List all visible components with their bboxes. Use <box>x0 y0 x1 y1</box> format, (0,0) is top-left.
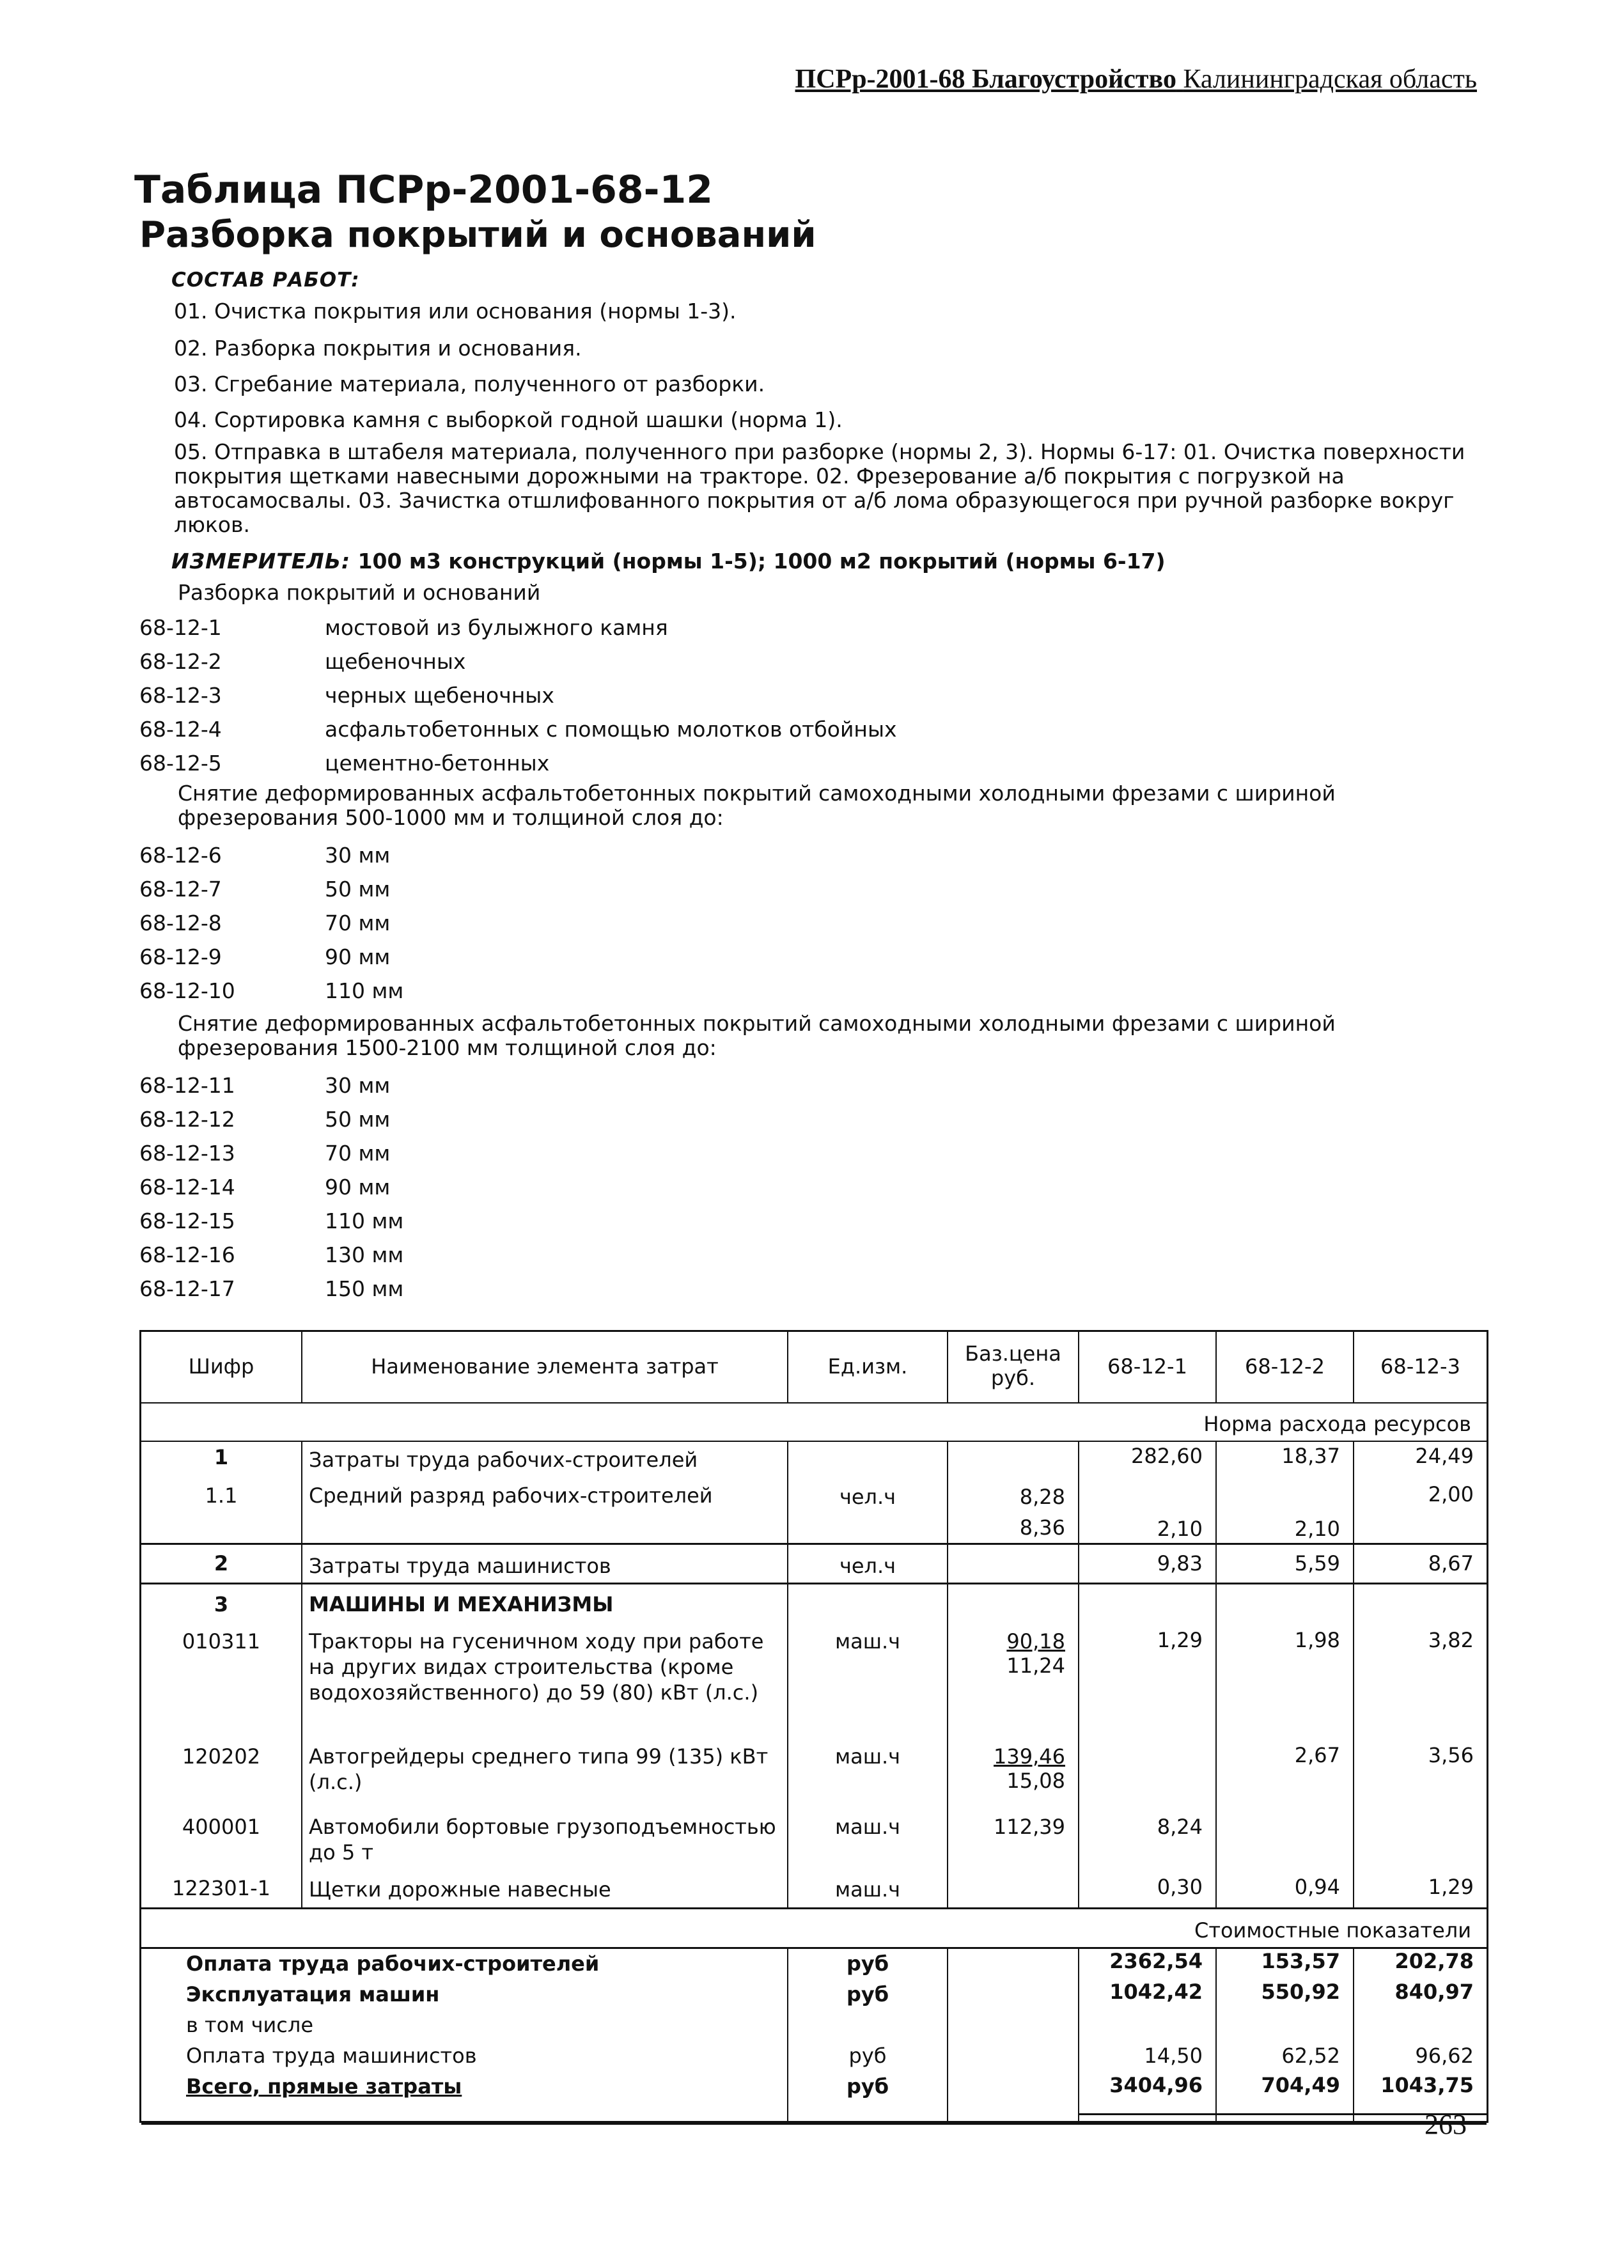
row-value: 1,29 <box>1157 1628 1203 1652</box>
work-item: 04. Сортировка камня с выборкой годной шашки (норма 1). <box>174 407 843 432</box>
row-name: Затраты труда рабочих-строителей <box>309 1448 698 1472</box>
work-item: 05. Отправка в штабеля материала, полученного при разборке (нормы 2, 3). Нормы 6-17: 01. Очистка поверхности покрытия щетками навесными дорожными на тракторе. 02. Фрезерование а/б покрытия с погрузкой на автосамосвалы. 03. Зачистка отшлифованного покрытия от а/б лома образующегося при ручной разборке вокруг люков. <box>174 439 1465 537</box>
row-unit: чел.ч <box>839 1554 896 1578</box>
header-code: ПСРр-2001-68 Благоустройство <box>795 65 1176 94</box>
cost-value: 202,78 <box>1394 1949 1474 1973</box>
norm-code: 68-12-4 <box>139 717 222 742</box>
col-header-norm1: 68-12-1 <box>1107 1354 1187 1379</box>
row-unit: маш.ч <box>834 1877 901 1902</box>
col-header-unit: Ед.изм. <box>827 1354 908 1379</box>
norm-desc: 30 мм <box>325 843 391 868</box>
row-unit: маш.ч <box>834 1744 901 1769</box>
norm-code: 68-12-7 <box>139 877 222 902</box>
row-unit: маш.ч <box>834 1629 901 1654</box>
work-item: 02. Разборка покрытия и основания. <box>174 336 582 361</box>
row-name: до 5 т <box>309 1840 374 1865</box>
cost-value: 96,62 <box>1415 2044 1474 2068</box>
row-price: 8,28 <box>1019 1485 1065 1509</box>
norm-code: 68-12-6 <box>139 843 222 868</box>
norm-code: 68-12-17 <box>139 1276 235 1301</box>
cost-value: 1043,75 <box>1380 2073 1474 2097</box>
norm-code: 68-12-5 <box>139 751 222 776</box>
row-name: Автомобили бортовые грузоподъемностью <box>309 1815 776 1839</box>
norm-desc: 110 мм <box>325 1208 404 1233</box>
row-value: 5,59 <box>1294 1551 1340 1576</box>
cost-value: 1042,42 <box>1109 1980 1203 2004</box>
measure <box>171 549 1166 574</box>
row-price-alt: 8,36 <box>1019 1515 1065 1540</box>
row-value: 1,29 <box>1428 1875 1474 1899</box>
norm-code: 68-12-16 <box>139 1242 235 1267</box>
row-value: 2,10 <box>1157 1517 1203 1541</box>
col-header-norm3: 68-12-3 <box>1380 1354 1460 1379</box>
norm-code: 68-12-3 <box>139 683 222 708</box>
cost-label: в том числе <box>186 2013 313 2037</box>
row-name: Тракторы на гусеничном ходу при работе <box>309 1629 764 1654</box>
row-code: 2 <box>214 1551 229 1576</box>
cost-value: 14,50 <box>1144 2044 1203 2068</box>
norm-desc: 30 мм <box>325 1073 391 1098</box>
norm-code: 68-12-13 <box>139 1141 235 1166</box>
norm-desc: мостовой из булыжного камня <box>325 615 668 640</box>
norm-desc: щебеночных <box>325 649 466 674</box>
composition-label: СОСТАВ РАБОТ: <box>171 269 360 292</box>
norm-desc: 90 мм <box>325 1175 391 1200</box>
row-name: (л.с.) <box>309 1770 363 1794</box>
norm-desc: 50 мм <box>325 1107 391 1132</box>
row-value: 9,83 <box>1157 1551 1203 1576</box>
row-code: 1.1 <box>205 1483 238 1508</box>
group-heading: Снятие деформированных асфальтобетонных покрытий самоходными холодными фрезами с шириной фрезерования 1500-2100 мм толщиной слоя до: <box>178 1011 1336 1060</box>
row-value: 8,24 <box>1157 1815 1203 1839</box>
cost-label: Всего, прямые затраты <box>186 2074 462 2099</box>
row-value: 0,94 <box>1294 1875 1340 1899</box>
section-costs: Стоимостные показатели <box>1194 1918 1471 1943</box>
cost-value: 550,92 <box>1261 1980 1340 2004</box>
measure-label: ИЗМЕРИТЕЛЬ: <box>171 549 351 574</box>
col-header-price: Баз.цена <box>965 1341 1061 1366</box>
row-value: 3,56 <box>1428 1743 1474 1767</box>
norm-desc: 70 мм <box>325 911 391 935</box>
cost-label: Эксплуатация машин <box>186 1982 440 2006</box>
row-price-alt: 15,08 <box>1006 1769 1065 1793</box>
row-value: 0,30 <box>1157 1875 1203 1899</box>
norm-code: 68-12-10 <box>139 978 235 1003</box>
norm-code: 68-12-1 <box>139 615 222 640</box>
cost-unit: руб <box>848 2044 887 2068</box>
row-code: 122301-1 <box>171 1876 271 1900</box>
col-header-price-unit: руб. <box>990 1366 1036 1390</box>
col-header-name: Наименование элемента затрат <box>371 1354 719 1379</box>
norm-code: 68-12-11 <box>139 1073 235 1098</box>
work-item: 03. Сгребание материала, полученного от разборки. <box>174 371 765 396</box>
row-value: 2,10 <box>1294 1517 1340 1541</box>
cost-unit: руб <box>846 1951 889 1976</box>
cost-value: 62,52 <box>1281 2044 1340 2068</box>
row-name: водохозяйственного) до 59 (80) кВт (л.с.) <box>309 1680 759 1705</box>
measure-text: 100 м3 конструкций (нормы 1-5); 1000 м2 покрытий (нормы 6-17) <box>357 549 1166 574</box>
norm-desc: асфальтобетонных с помощью молотков отбойных <box>325 717 897 742</box>
section-norms: Норма расхода ресурсов <box>1203 1412 1471 1436</box>
row-value: 1,98 <box>1294 1628 1340 1652</box>
norm-desc: цементно-бетонных <box>325 751 550 776</box>
cost-value: 2362,54 <box>1109 1949 1203 1973</box>
cost-label: Оплата труда машинистов <box>186 2044 477 2068</box>
page-number: 263 <box>1425 2109 1467 2140</box>
row-code: 010311 <box>182 1629 261 1654</box>
cost-label: Оплата труда рабочих-строителей <box>186 1951 600 1976</box>
row-name: Щетки дорожные навесные <box>309 1877 611 1902</box>
row-code: 3 <box>214 1592 229 1616</box>
row-unit: чел.ч <box>839 1485 896 1509</box>
row-name: Автогрейдеры среднего типа 99 (135) кВт <box>309 1744 769 1769</box>
norm-desc: 90 мм <box>325 944 391 969</box>
row-code: 1 <box>214 1445 229 1469</box>
norm-desc: 70 мм <box>325 1141 391 1166</box>
row-unit: маш.ч <box>834 1815 901 1839</box>
norm-desc: 150 мм <box>325 1276 404 1301</box>
norm-code: 68-12-8 <box>139 911 222 935</box>
row-value: 24,49 <box>1415 1444 1474 1468</box>
work-item: 01. Очистка покрытия или основания (нормы 1-3). <box>174 299 737 324</box>
running-header <box>795 64 1477 95</box>
row-value: 2,67 <box>1294 1743 1340 1767</box>
norm-code: 68-12-9 <box>139 944 222 969</box>
cost-value: 153,57 <box>1261 1949 1340 1973</box>
row-name: Затраты труда машинистов <box>309 1554 611 1578</box>
group-heading: Снятие деформированных асфальтобетонных покрытий самоходными холодными фрезами с шириной фрезерования 500-1000 мм и толщиной слоя до: <box>178 781 1336 830</box>
table-subtitle: Разборка покрытий и оснований <box>139 214 816 256</box>
cost-value: 3404,96 <box>1109 2073 1203 2097</box>
row-price: 139,46 <box>994 1744 1065 1769</box>
cost-unit: руб <box>846 2074 889 2099</box>
row-price-alt: 11,24 <box>1006 1654 1065 1678</box>
row-value: 282,60 <box>1131 1444 1203 1468</box>
group-heading: Разборка покрытий и оснований <box>178 580 541 605</box>
row-price: 90,18 <box>1006 1629 1065 1654</box>
row-value: 18,37 <box>1281 1444 1340 1468</box>
row-code: 400001 <box>182 1815 261 1839</box>
row-value: 8,67 <box>1428 1551 1474 1576</box>
table-title: Таблица ПСРр-2001-68-12 <box>134 168 714 212</box>
row-name: на других видах строительства (кроме <box>309 1655 734 1679</box>
machines-heading: МАШИНЫ И МЕХАНИЗМЫ <box>309 1592 614 1616</box>
resource-table <box>139 1330 1488 2123</box>
row-price: 112,39 <box>994 1815 1065 1839</box>
norm-desc: черных щебеночных <box>325 683 554 708</box>
col-header-norm2: 68-12-2 <box>1245 1354 1325 1379</box>
norm-code: 68-12-14 <box>139 1175 235 1200</box>
cost-value: 704,49 <box>1261 2073 1340 2097</box>
norm-code: 68-12-2 <box>139 649 222 674</box>
row-value: 3,82 <box>1428 1628 1474 1652</box>
norm-code: 68-12-15 <box>139 1208 235 1233</box>
norm-desc: 110 мм <box>325 978 404 1003</box>
cost-unit: руб <box>846 1982 889 2006</box>
norm-desc: 50 мм <box>325 877 391 902</box>
norm-code: 68-12-12 <box>139 1107 235 1132</box>
row-name: Средний разряд рабочих-строителей <box>309 1483 713 1508</box>
norm-desc: 130 мм <box>325 1242 404 1267</box>
row-value: 2,00 <box>1428 1482 1474 1506</box>
row-code: 120202 <box>182 1744 261 1769</box>
cost-value: 840,97 <box>1394 1980 1474 2004</box>
col-header-code: Шифр <box>188 1354 254 1379</box>
header-region: Калининградская область <box>1183 65 1477 94</box>
